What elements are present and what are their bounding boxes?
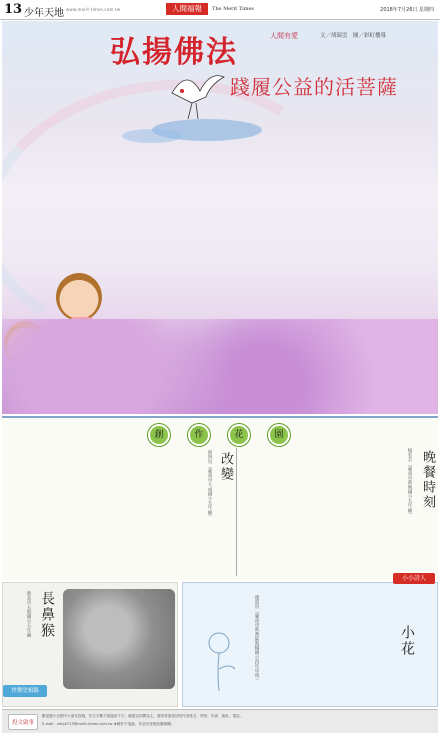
feature-title: 弘揚佛法	[110, 35, 238, 70]
creative-garden-section	[2, 416, 438, 580]
little-poet-tag: 小小詩人	[393, 573, 435, 584]
masthead	[0, 0, 440, 20]
issue-date: 2018年7月26日 星期四	[380, 7, 434, 13]
submission-label: 投文啟事	[8, 714, 38, 730]
column-badge: 花	[228, 424, 250, 446]
submission-text: 歡迎國小至國中小朋友投稿，作文字數不超過兩千字，圖畫以四開為主，畫紙背面請註明作者姓名、學校、年級、地址、電話。	[42, 714, 244, 718]
poem-author: 楊若芸（臺南市新興國小五年級）	[407, 448, 412, 517]
drawing-author: 新北市五股國小五年級	[26, 591, 31, 637]
byline: 文／胡瑞雲 圖／彩虹樓導	[320, 33, 387, 39]
section-name: 少年天地	[24, 8, 64, 19]
poem-text	[263, 597, 383, 689]
newspaper-logo-en: The Merit Times	[212, 6, 254, 12]
little-poet-panel	[182, 575, 438, 707]
series-label: 人間有愛	[270, 32, 298, 40]
drawing-title: 長鼻猴	[39, 591, 55, 639]
submission-email[interactable]: E-mail：nkhj4713@merit-times.com.tw ★稿件不退還，作品刊登後致贈稿酬。	[42, 722, 175, 726]
poem-author: 蔡妍兒（臺南市大成國小五年級）	[207, 450, 212, 519]
newspaper-logo: 人間福報	[166, 3, 208, 15]
column-badge: 創	[148, 424, 170, 446]
article-text-bottom	[188, 313, 310, 377]
poem-text	[6, 448, 202, 576]
proboscis-monkey-drawing	[63, 589, 175, 689]
child-illustration	[56, 273, 102, 321]
poem-author: 趙恩渲（臺南市新營區新橋國小四年甲班）	[254, 595, 259, 683]
drawing-panel	[2, 582, 178, 707]
page-number: 13	[4, 2, 23, 17]
column-badge: 園	[268, 424, 290, 446]
poem-title: 改變	[218, 452, 233, 482]
flower-doodle	[189, 613, 249, 693]
site-url[interactable]: www.merit-times.com.tw	[66, 7, 121, 12]
feature-subtitle: 踐履公益的活菩薩	[230, 75, 398, 99]
doodle-wall-label: 快樂塗鴉牆	[3, 685, 47, 697]
crane-illustration	[162, 63, 232, 123]
column-badge: 作	[188, 424, 210, 446]
bottom-section	[2, 575, 438, 707]
article-text-right	[264, 99, 434, 317]
poem-text	[242, 448, 402, 576]
column-divider	[236, 448, 237, 576]
submission-notice	[2, 709, 438, 733]
poem-title: 晚餐時刻	[420, 450, 435, 510]
cloud-illustration	[122, 129, 182, 143]
poem-title: 小花	[399, 625, 415, 657]
feature-story	[2, 21, 438, 414]
